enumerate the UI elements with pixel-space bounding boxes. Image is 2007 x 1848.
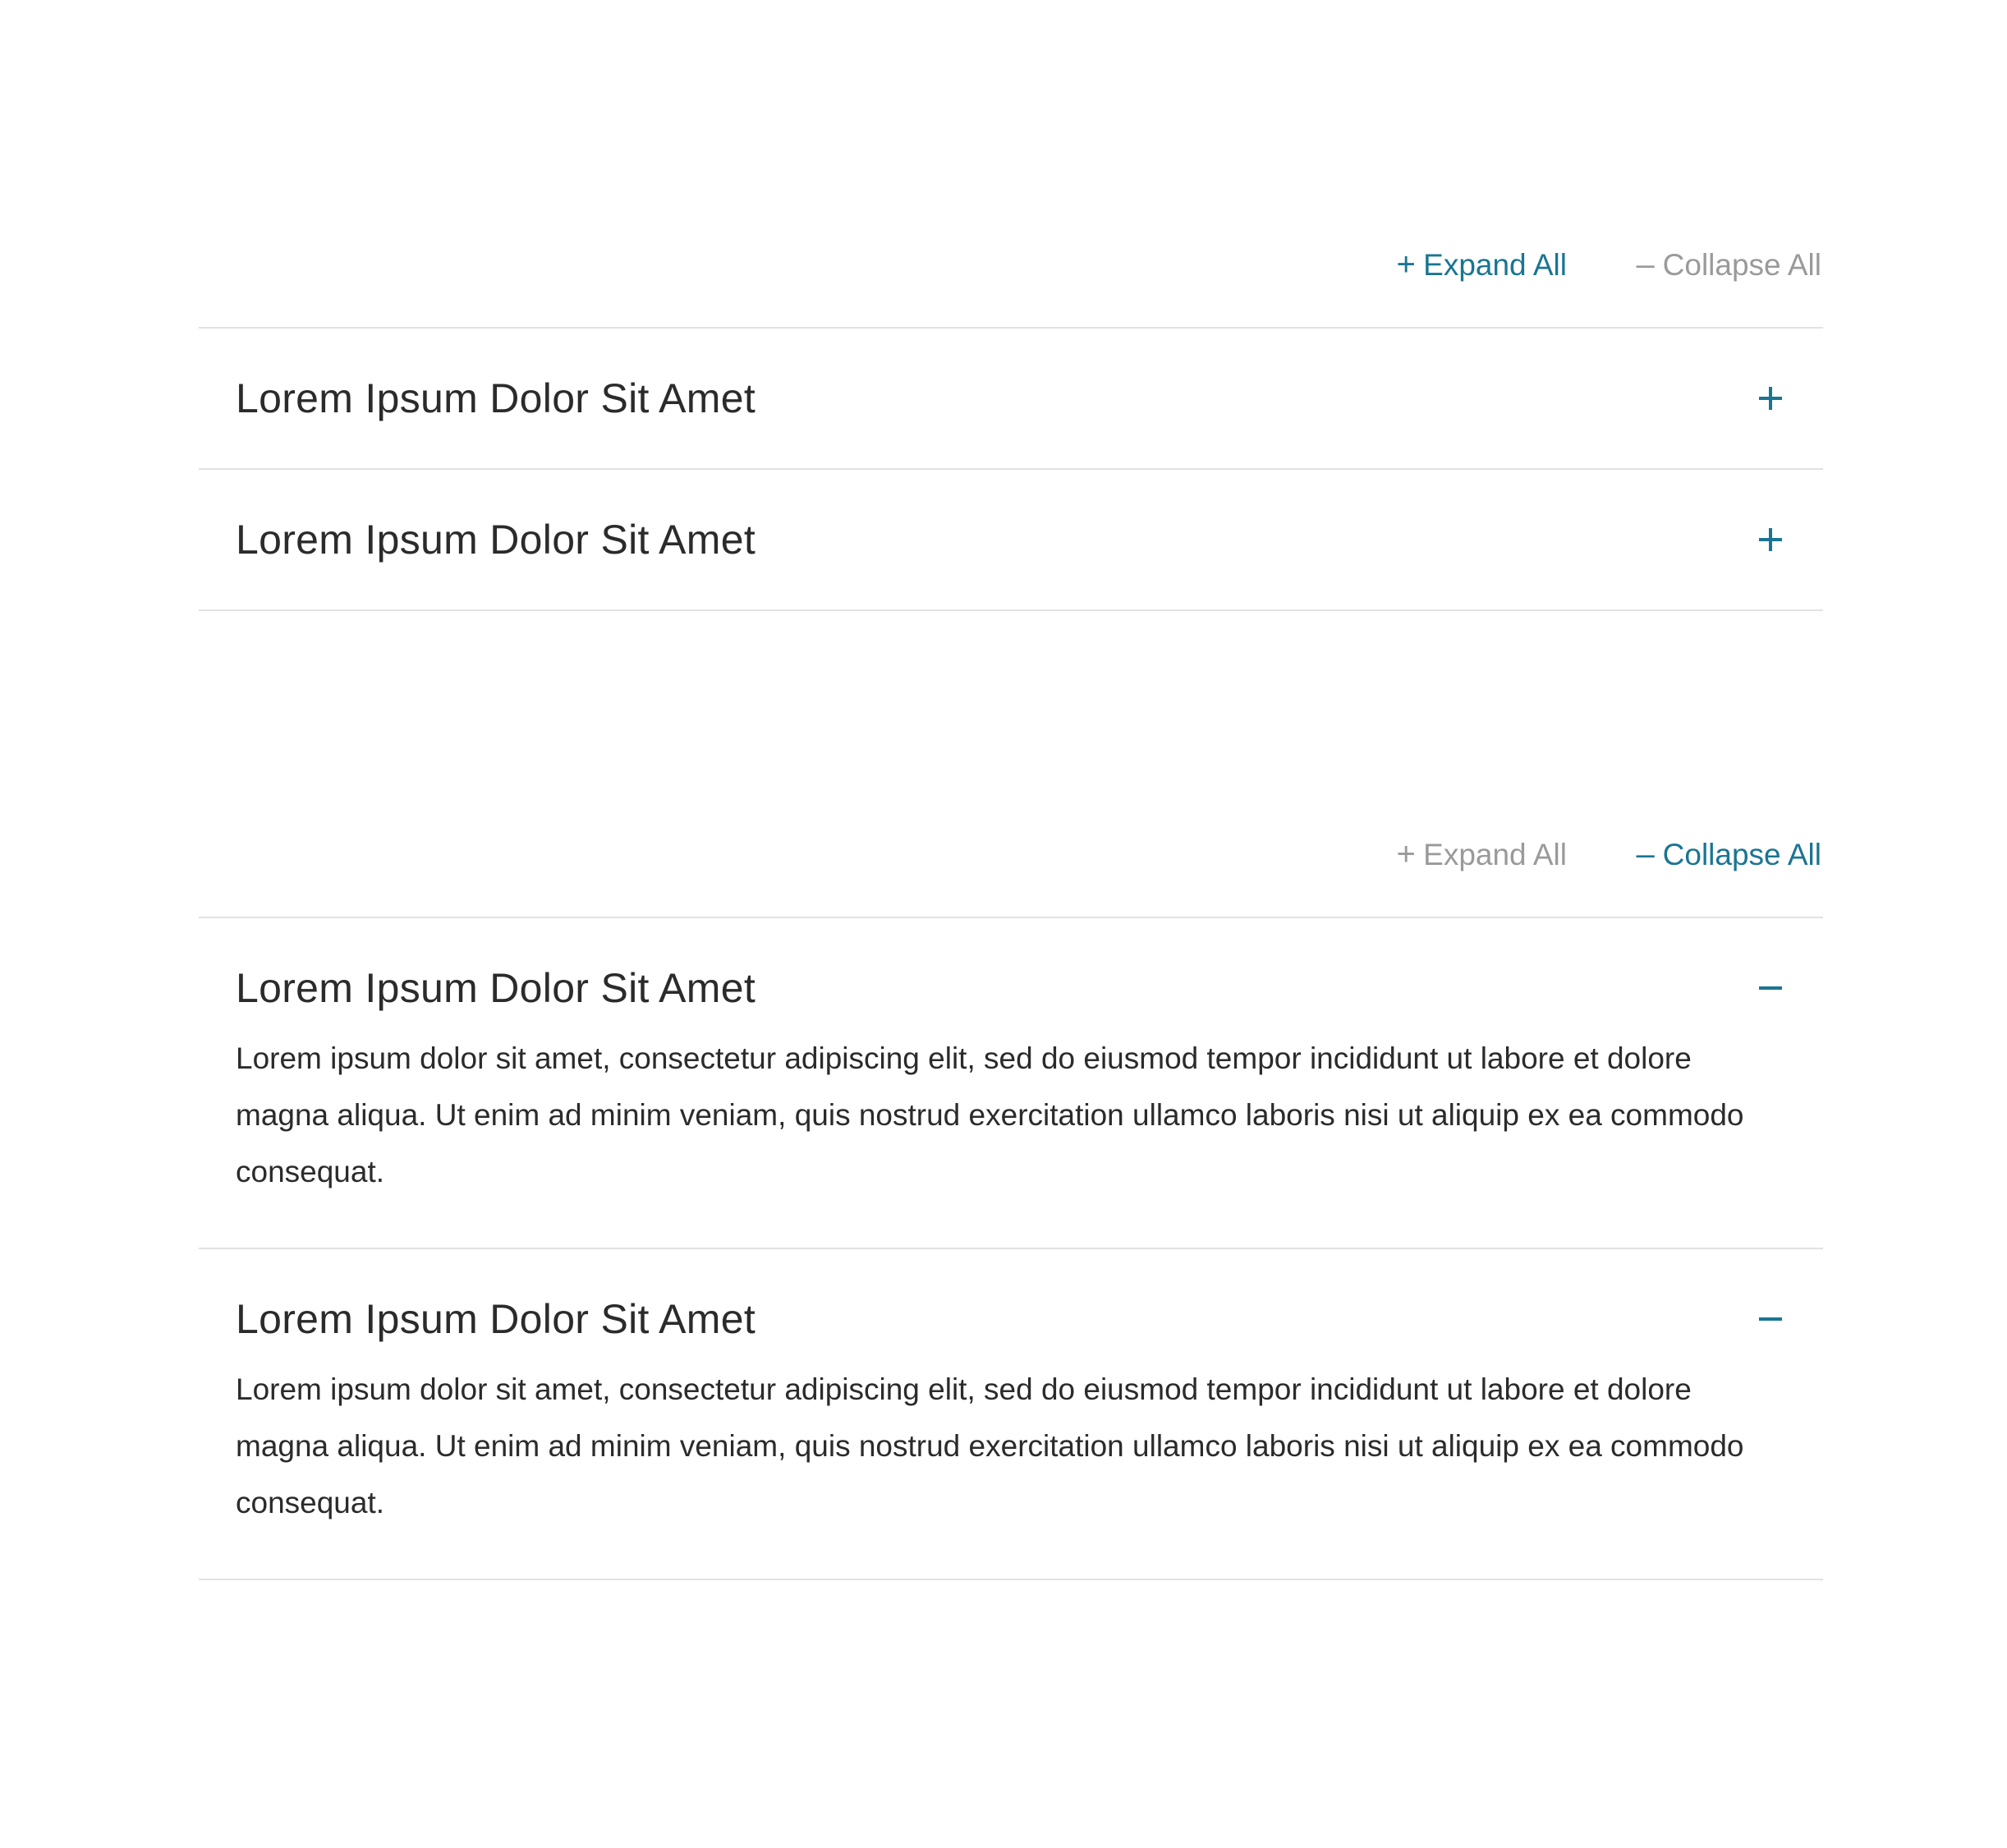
accordion-item xyxy=(199,1249,1823,1580)
accordion-item xyxy=(199,470,1823,611)
plus-icon[interactable] xyxy=(1754,523,1787,556)
plus-icon[interactable] xyxy=(1754,382,1787,415)
accordion-item-header[interactable] xyxy=(199,329,1823,468)
accordion-collapsed xyxy=(199,238,1823,611)
minus-icon[interactable] xyxy=(1754,972,1787,1004)
accordion-item-title: Lorem Ipsum Dolor Sit Amet xyxy=(236,965,756,1011)
accordion-item-header[interactable] xyxy=(199,470,1823,609)
accordion-list xyxy=(199,327,1823,611)
accordion-item-body: Lorem ipsum dolor sit amet, consectetur adipiscing elit, sed do eiusmod tempor incididunt ut labore et dolore magna aliqua. Ut enim ad minim veniam, quis nostrud exercitation ullamco laboris nisi ut aliquip ex ea commodo consequat. xyxy=(236,1041,1744,1188)
minus-icon: – xyxy=(1636,836,1655,872)
collapse-all-label: Collapse All xyxy=(1662,248,1821,282)
accordion-item xyxy=(199,918,1823,1249)
minus-icon: – xyxy=(1636,246,1655,283)
expand-all-label: Expand All xyxy=(1423,838,1567,871)
accordion-expanded xyxy=(199,828,1823,1580)
collapse-all-button[interactable] xyxy=(1633,828,1821,880)
collapse-all-label: Collapse All xyxy=(1662,838,1821,871)
expand-all-label: Expand All xyxy=(1423,248,1567,282)
accordion-controls xyxy=(199,238,1823,327)
expand-all-button[interactable] xyxy=(1394,238,1567,291)
expand-all-button[interactable] xyxy=(1394,828,1567,880)
accordion-controls xyxy=(199,828,1823,917)
minus-icon[interactable] xyxy=(1754,1303,1787,1335)
collapse-all-button[interactable] xyxy=(1633,238,1821,291)
accordion-item-body: Lorem ipsum dolor sit amet, consectetur adipiscing elit, sed do eiusmod tempor incididunt ut labore et dolore magna aliqua. Ut enim ad minim veniam, quis nostrud exercitation ullamco laboris nisi ut aliquip ex ea commodo consequat. xyxy=(236,1372,1744,1519)
accordion-item-title: Lorem Ipsum Dolor Sit Amet xyxy=(236,517,756,563)
accordion-list xyxy=(199,917,1823,1580)
plus-icon: + xyxy=(1396,246,1416,283)
plus-icon: + xyxy=(1396,836,1416,872)
accordion-item-title: Lorem Ipsum Dolor Sit Amet xyxy=(236,1296,756,1342)
accordion-item xyxy=(199,329,1823,470)
accordion-item-title: Lorem Ipsum Dolor Sit Amet xyxy=(236,375,756,421)
